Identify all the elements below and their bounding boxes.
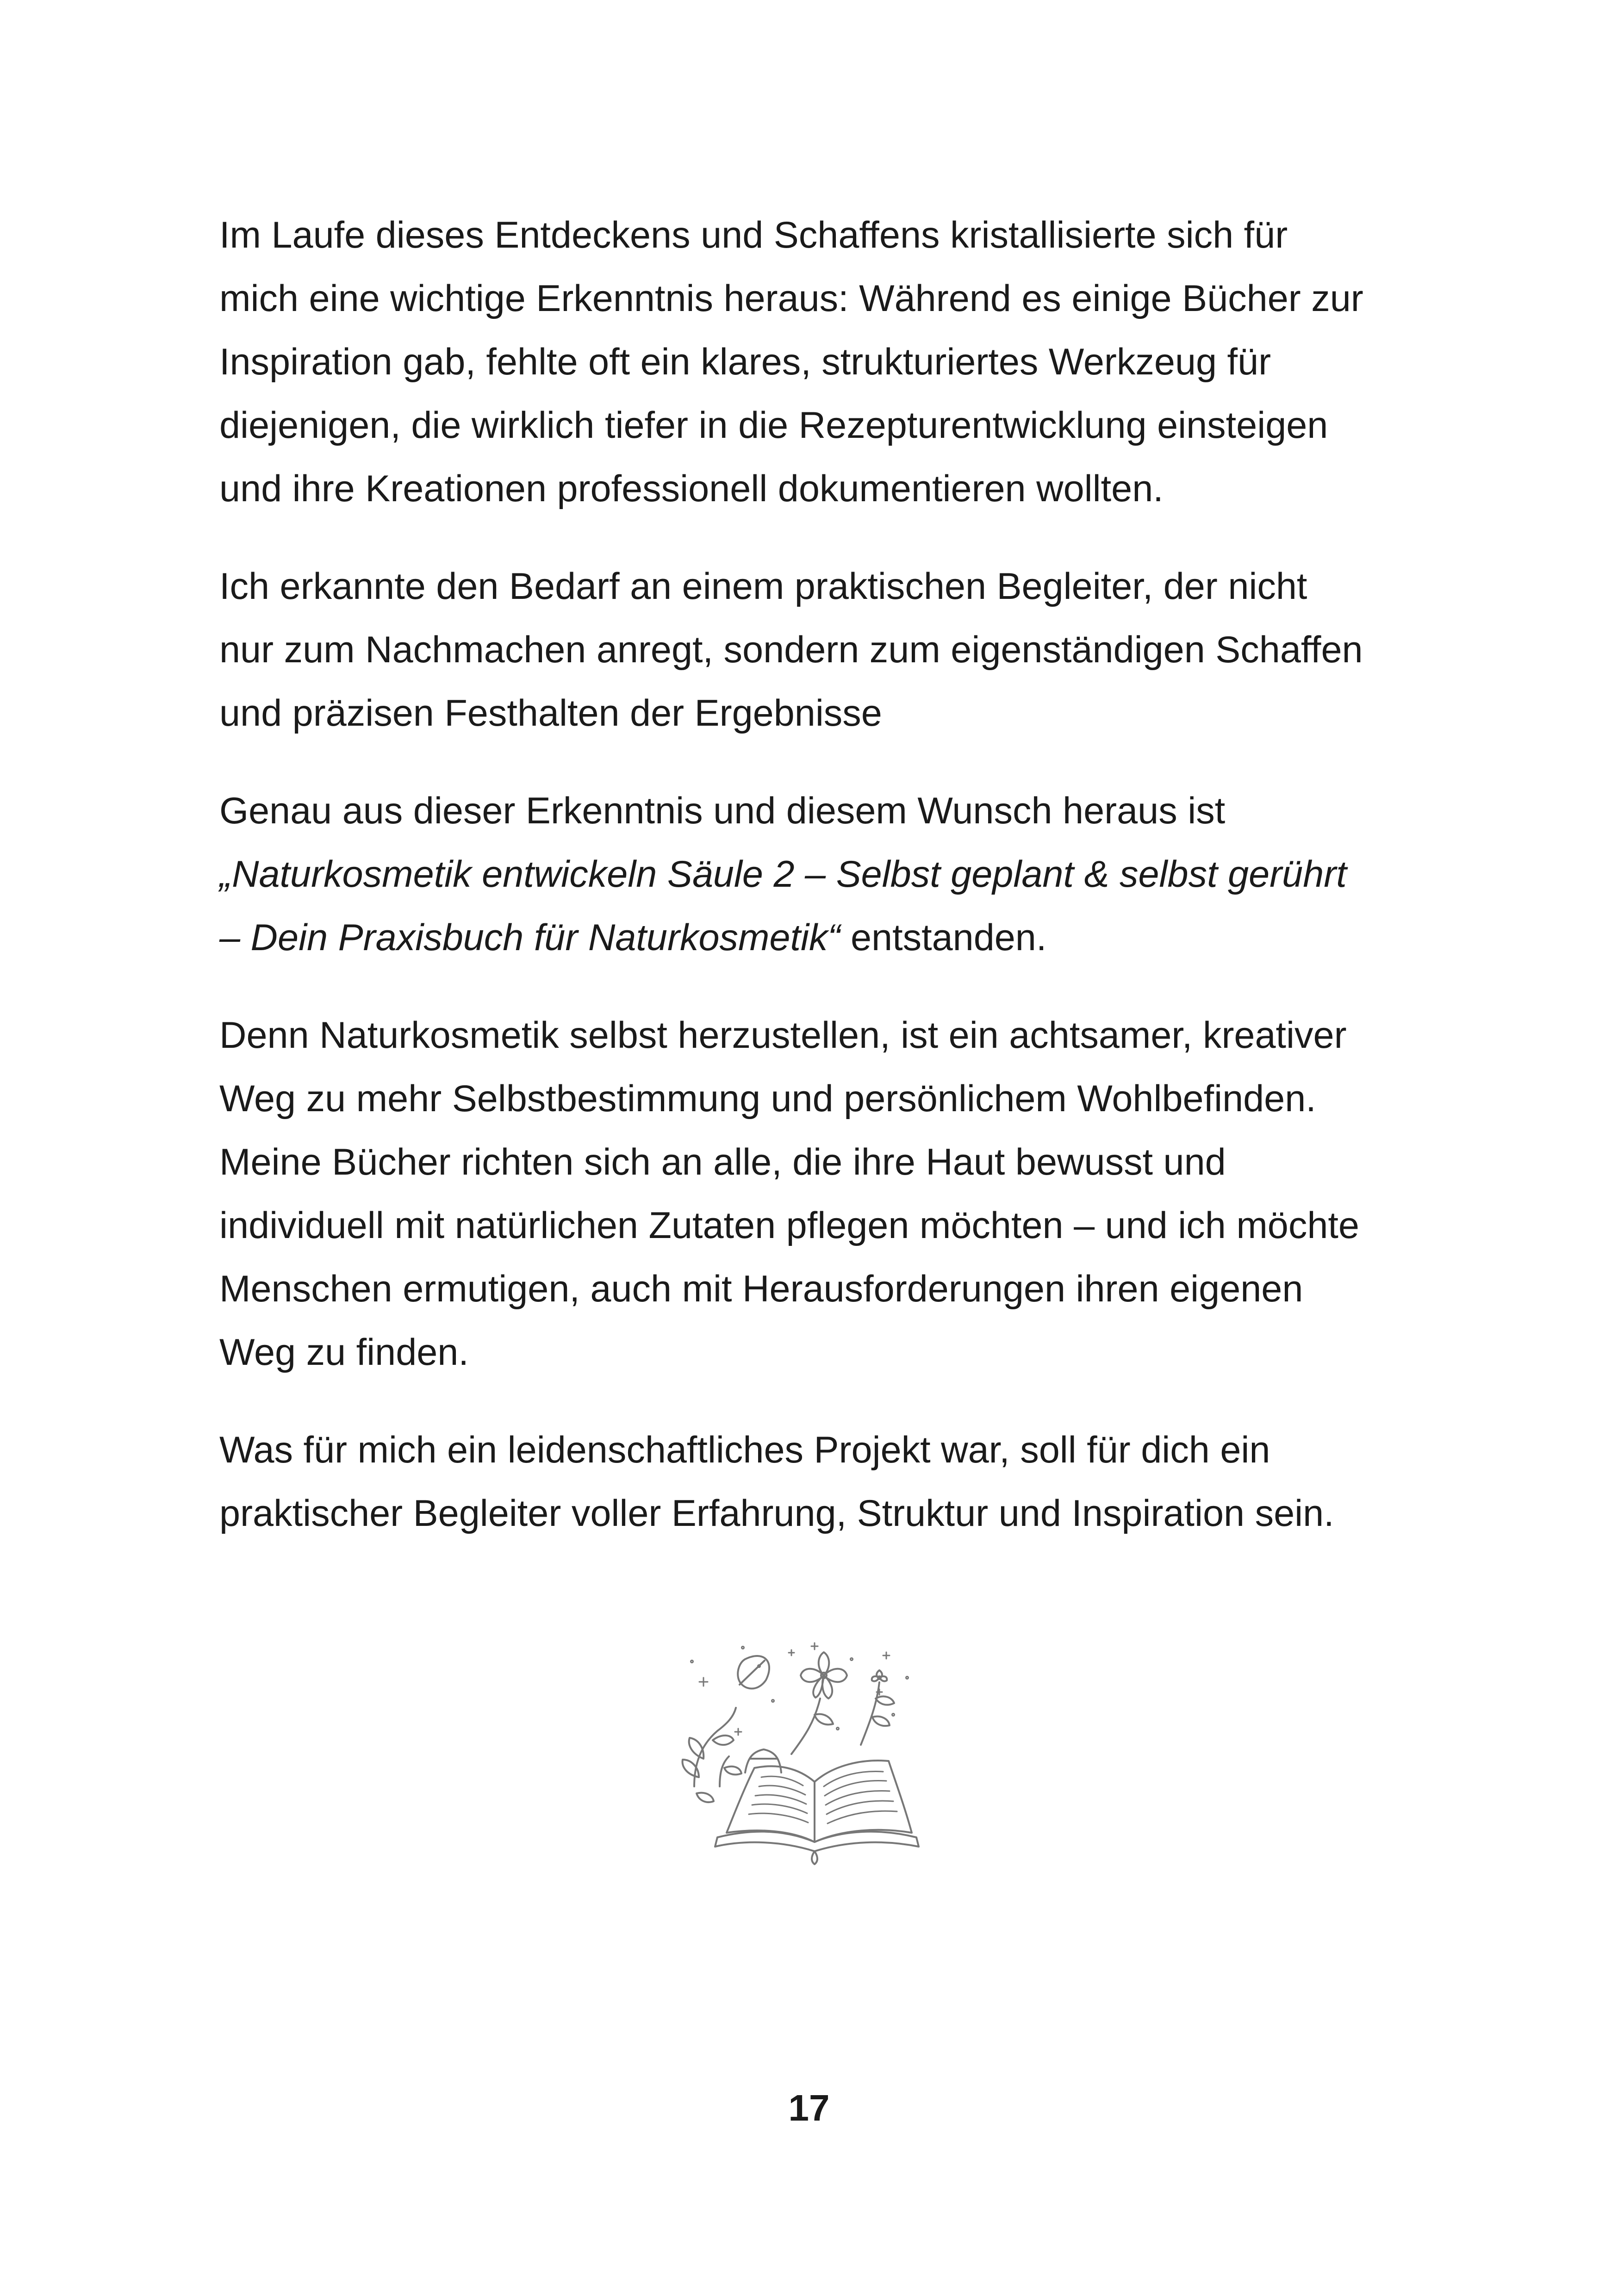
text-line: Genau aus dieser Erkenntnis und diesem Wunsch heraus ist <box>219 790 1226 832</box>
text-line: nur zum Nachmachen anregt, sondern zum eigenständigen Schaffen <box>219 629 1363 671</box>
text-line <box>219 843 1413 906</box>
book-title-italic: „Naturkosmetik entwickeln Säule 2 – Selbst geplant & selbst gerührt <box>219 853 1347 895</box>
text-line: individuell mit natürlichen Zutaten pflegen möchten – und ich möchte <box>219 1205 1359 1246</box>
paragraph-4 <box>219 1004 1413 1384</box>
paragraph-3 <box>219 779 1413 970</box>
text-line: Ich erkannte den Bedarf an einem praktischen Begleiter, der nicht <box>219 566 1307 607</box>
text-line: und präzisen Festhalten der Ergebnisse <box>219 692 882 734</box>
book-title-italic: – Dein Praxisbuch für Naturkosmetik“ <box>219 917 840 958</box>
text-line: praktischer Begleiter voller Erfahrung, Struktur und Inspiration sein. <box>219 1493 1334 1534</box>
text-line: Was für mich ein leidenschaftliches Projekt war, soll für dich ein <box>219 1429 1270 1471</box>
text-line: und ihre Kreationen professionell dokumentieren wollten. <box>219 468 1164 510</box>
text-line: Denn Naturkosmetik selbst herzustellen, ist ein achtsamer, kreativer <box>219 1014 1347 1056</box>
paragraph-2 <box>219 555 1413 745</box>
text-line: Menschen ermutigen, auch mit Herausforderungen ihren eigenen <box>219 1268 1303 1310</box>
page-body <box>219 204 1413 1580</box>
paragraph-5 <box>219 1419 1413 1545</box>
text-line <box>219 906 1413 970</box>
paragraph-1 <box>219 204 1413 521</box>
text-line: Im Laufe dieses Entdeckens und Schaffens kristallisierte sich für <box>219 214 1288 256</box>
text-line: Weg zu mehr Selbstbestimmung und persönlichem Wohlbefinden. <box>219 1078 1316 1120</box>
text-line: mich eine wichtige Erkenntnis heraus: Während es einige Bücher zur <box>219 278 1363 319</box>
text-line: Meine Bücher richten sich an alle, die ihre Haut bewusst und <box>219 1141 1226 1183</box>
text-run: entstanden. <box>840 917 1047 958</box>
text-line: Inspiration gab, fehlte oft ein klares, strukturiertes Werkzeug für <box>219 341 1271 383</box>
open-book-with-flowers-icon <box>676 1634 953 1865</box>
text-line: Weg zu finden. <box>219 1332 469 1373</box>
text-line: diejenigen, die wirklich tiefer in die Rezepturentwicklung einsteigen <box>219 404 1328 446</box>
page-number: 17 <box>788 2087 830 2128</box>
